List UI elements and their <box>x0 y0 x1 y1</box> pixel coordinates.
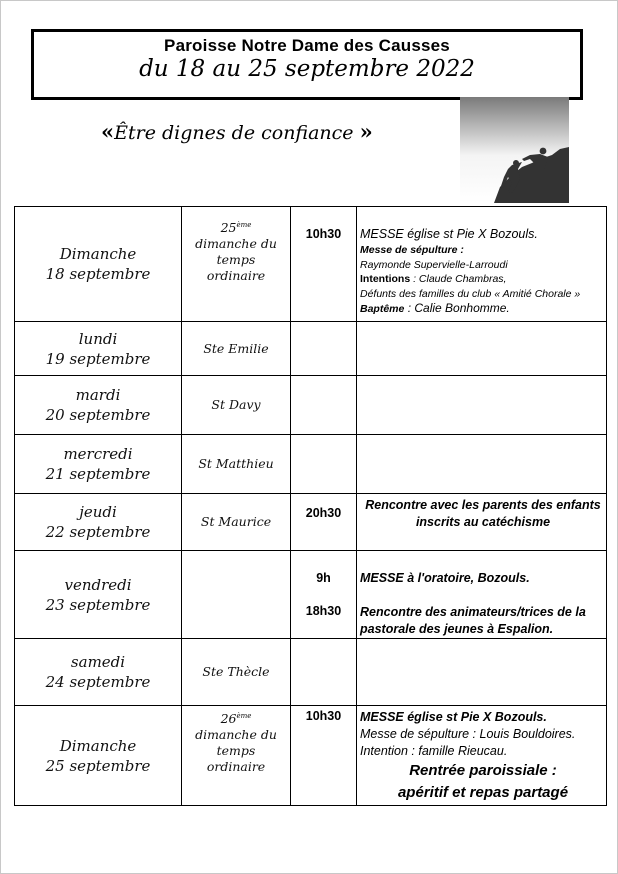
day-date: 18 septembre <box>45 265 151 283</box>
highlight-line: apéritif et repas partagé <box>397 784 569 801</box>
event-cell <box>357 207 607 322</box>
intentions-label: Intentions <box>360 273 411 285</box>
time-cell <box>291 376 357 435</box>
day-date: 20 septembre <box>45 406 151 424</box>
day-name: lundi <box>78 329 118 348</box>
event-time: 10h30 <box>305 709 342 723</box>
intentions-line2: Défunts des familles du club « Amitié Chorale » <box>360 287 581 300</box>
day-date: 24 septembre <box>45 673 151 691</box>
saint-cell <box>182 551 291 639</box>
day-name: mercredi <box>63 445 133 463</box>
day-name: samedi <box>70 653 126 671</box>
day-name: Dimanche <box>59 736 137 755</box>
liturgy-line: dimanche du <box>195 236 277 252</box>
event-cell <box>357 494 607 551</box>
event-line: Intention : famille Rieucau. <box>360 744 508 758</box>
day-cell <box>15 551 182 639</box>
day-cell <box>15 706 182 806</box>
event-cell <box>357 435 607 494</box>
event-main: MESSE église st Pie X Bozouls. <box>360 710 547 724</box>
liturgy-line: dimanche du <box>195 727 277 743</box>
event-time: 20h30 <box>305 506 342 520</box>
day-cell <box>15 435 182 494</box>
liturgy-line: temps <box>216 743 256 759</box>
day-name: mardi <box>75 386 121 404</box>
liturgy-cell <box>182 706 291 806</box>
sunday-number: 25 <box>220 220 237 236</box>
liturgy-line: ordinaire <box>206 268 266 284</box>
saint-cell: St Davy <box>182 376 291 435</box>
time-cell <box>291 207 357 322</box>
event-cell <box>357 639 607 706</box>
event-time-2: 18h30 <box>305 604 342 618</box>
table-row <box>15 322 607 376</box>
table-row <box>15 494 607 551</box>
liturgy-cell <box>182 207 291 322</box>
event-line: Rencontre des animateurs/trices de la <box>360 605 586 619</box>
time-cell <box>291 494 357 551</box>
event-time: 10h30 <box>305 227 342 241</box>
event-line: Rencontre avec les parents des enfants <box>365 498 601 512</box>
day-cell <box>15 376 182 435</box>
day-cell <box>15 322 182 376</box>
event-line: pastorale des jeunes à Espalion. <box>360 622 554 636</box>
event-sepulture-name: Raymonde Supervielle-Larroudi <box>360 258 508 271</box>
table-row <box>15 706 607 806</box>
event-line: MESSE à l'oratoire, Bozouls. <box>360 571 530 585</box>
table-row <box>15 639 607 706</box>
schedule-table <box>14 206 607 806</box>
saint-cell: Ste Emilie <box>182 322 291 376</box>
time-cell <box>291 322 357 376</box>
day-date: 25 septembre <box>45 756 151 775</box>
time-cell <box>291 639 357 706</box>
header-box <box>31 29 583 100</box>
bapteme-text: : Calie Bonhomme. <box>404 301 510 315</box>
day-name: Dimanche <box>59 245 137 263</box>
event-line: inscrits au catéchisme <box>415 515 551 529</box>
table-row <box>15 207 607 322</box>
bapteme-label: Baptême <box>360 303 405 315</box>
saint-cell: Ste Thècle <box>182 639 291 706</box>
event-line: Messe de sépulture : Louis Bouldoires. <box>360 727 576 741</box>
day-cell <box>15 639 182 706</box>
day-date: 19 septembre <box>45 349 151 368</box>
week-dates: du 18 au 25 septembre 2022 <box>139 56 475 82</box>
event-time: 9h <box>316 571 331 585</box>
day-name: vendredi <box>64 575 132 594</box>
ordinal-suffix: ème <box>236 712 252 720</box>
table-row <box>15 376 607 435</box>
liturgy-line: temps <box>216 252 256 268</box>
theme-text: Être dignes de confiance <box>114 122 354 144</box>
event-cell <box>357 551 607 639</box>
open-quote: « <box>101 119 115 144</box>
saint-cell: St Matthieu <box>182 435 291 494</box>
ordinal-suffix: ème <box>236 221 252 229</box>
event-main: MESSE église st Pie X Bozouls. <box>360 227 538 241</box>
table-row <box>15 435 607 494</box>
day-date: 22 septembre <box>45 523 151 541</box>
close-quote: » <box>359 119 373 144</box>
parish-title: Paroisse Notre Dame des Causses <box>164 36 450 55</box>
time-cell <box>291 706 357 806</box>
day-date: 21 septembre <box>45 465 151 483</box>
event-sepulture-label: Messe de sépulture : <box>360 244 464 256</box>
day-cell <box>15 494 182 551</box>
table-row <box>15 551 607 639</box>
liturgy-line: ordinaire <box>206 759 266 775</box>
week-theme <box>101 119 373 144</box>
event-cell <box>357 322 607 376</box>
day-name: jeudi <box>79 503 117 521</box>
time-cell <box>291 435 357 494</box>
sunday-number: 26 <box>220 711 237 727</box>
day-date: 23 septembre <box>45 595 151 614</box>
highlight-line: Rentrée paroissiale : <box>409 762 557 779</box>
saint-cell: St Maurice <box>182 494 291 551</box>
event-cell <box>357 376 607 435</box>
time-cell <box>291 551 357 639</box>
climbers-helping-hand-image <box>460 97 569 203</box>
intentions-text: : Claude Chambras, <box>410 273 507 285</box>
event-cell <box>357 706 607 806</box>
day-cell <box>15 207 182 322</box>
